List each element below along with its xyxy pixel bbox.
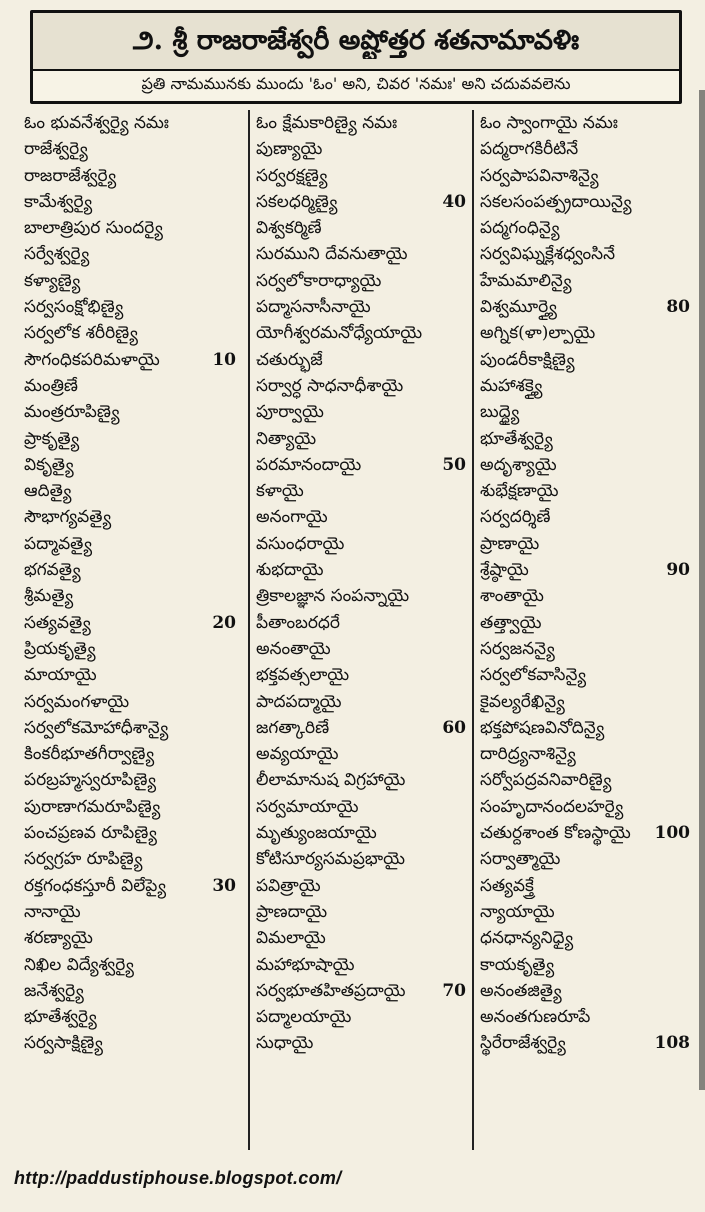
- name-text: పరమానందాయై: [256, 454, 362, 475]
- name-text: సర్వదర్శిణే: [480, 507, 551, 528]
- name-row: [474, 531, 700, 557]
- name-text: సర్వమాయాయై: [256, 796, 359, 817]
- name-text: ఓం క్షేమకారిణ్యై నమః: [256, 113, 398, 133]
- count-marker: 108: [654, 1033, 690, 1054]
- name-row: [250, 557, 476, 583]
- name-row: [250, 268, 476, 294]
- name-text: సౌభాగ్యవత్యై: [24, 507, 112, 528]
- name-row: [250, 110, 476, 136]
- name-text: శరణ్యాయై: [24, 928, 93, 949]
- name-text: సర్వగ్రహ రూపిణ్యై: [24, 849, 143, 870]
- name-text: మహాశక్త్యై: [480, 375, 543, 396]
- count-marker: 20: [212, 612, 236, 633]
- names-column-1: [20, 110, 246, 1150]
- count-marker: 80: [666, 297, 690, 318]
- name-row: [20, 952, 246, 978]
- name-text: మహాభూషాయై: [256, 954, 355, 975]
- name-row: [250, 347, 476, 373]
- name-row: [474, 504, 700, 530]
- name-row: [250, 399, 476, 425]
- name-row: [250, 241, 476, 267]
- name-row: [250, 689, 476, 715]
- name-text: విమలాయై: [256, 928, 326, 949]
- name-row: [474, 899, 700, 925]
- name-row: [474, 610, 700, 636]
- page-edge-shadow: [699, 90, 705, 1090]
- name-row: [20, 873, 246, 899]
- name-text: శ్రేష్ఠాయై: [480, 560, 529, 581]
- name-row: [20, 662, 246, 688]
- name-row: [474, 163, 700, 189]
- name-row: [250, 610, 476, 636]
- name-text: శుభేక్షణాయై: [480, 481, 559, 502]
- name-row: [474, 583, 700, 609]
- name-text: స్థిరేరాజేశ్వర్యై: [480, 1033, 566, 1054]
- name-row: [474, 268, 700, 294]
- name-row: [250, 320, 476, 346]
- name-text: విశ్వమూర్త్యై: [480, 297, 557, 318]
- name-row: [474, 978, 700, 1004]
- name-text: కాయకృత్యై: [480, 954, 555, 975]
- header-box: [30, 10, 682, 104]
- name-row: [250, 952, 476, 978]
- name-row: [20, 899, 246, 925]
- name-row: [250, 925, 476, 951]
- name-text: అనంగాయై: [256, 507, 328, 528]
- count-marker: 30: [212, 875, 236, 896]
- name-row: [474, 452, 700, 478]
- name-text: సకలధర్మిణ్యై: [256, 191, 338, 212]
- name-text: ఓం స్వాంగాయై నమః: [480, 113, 618, 133]
- name-row: [474, 294, 700, 320]
- name-row: [250, 452, 476, 478]
- name-text: ప్రాణాయై: [480, 533, 540, 554]
- name-row: [250, 1004, 476, 1030]
- name-text: సురముని దేవనుతాయై: [256, 244, 408, 265]
- name-row: [474, 136, 700, 162]
- name-row: [474, 662, 700, 688]
- name-row: [250, 189, 476, 215]
- name-row: [20, 452, 246, 478]
- count-marker: 50: [442, 454, 466, 475]
- name-text: సర్వవిఘ్నక్లేశధ్వంసినే: [480, 244, 616, 265]
- name-text: సకలసంపత్ప్రదాయిన్యై: [480, 191, 632, 212]
- name-text: దారిద్ర్యనాశిన్యై: [480, 744, 576, 765]
- name-row: [474, 557, 700, 583]
- name-text: చతుర్భుజే: [256, 349, 323, 370]
- count-marker: 40: [442, 191, 466, 212]
- name-row: [20, 741, 246, 767]
- name-row: [20, 531, 246, 557]
- name-row: [250, 820, 476, 846]
- name-text: వికృత్యై: [24, 454, 74, 475]
- blog-url: http://paddustiphouse.blogspot.com/: [14, 1168, 342, 1188]
- name-text: సర్వపాపవినాశిన్యై: [480, 165, 599, 186]
- page-title: ౨. శ్రీ రాజరాజేశ్వరీ అష్టోత్తర శతనామావళిః: [132, 25, 580, 56]
- name-row: [20, 636, 246, 662]
- name-text: శ్రీమత్యై: [24, 586, 74, 607]
- name-row: [20, 610, 246, 636]
- name-row: [20, 189, 246, 215]
- name-row: [250, 741, 476, 767]
- name-text: సర్వజనన్యై: [480, 638, 555, 659]
- name-text: వసుంధరాయై: [256, 533, 345, 554]
- name-text: పద్మాసనాసీనాయై: [256, 297, 371, 318]
- name-text: భక్తవత్సలాయై: [256, 665, 350, 686]
- name-text: సర్వలోకమోహాధీశాన్యై: [24, 717, 169, 738]
- name-row: [474, 1030, 700, 1056]
- name-row: [474, 767, 700, 793]
- name-row: [474, 189, 700, 215]
- name-row: [20, 136, 246, 162]
- name-text: రక్తగంధకస్తూరీ విలేప్యై: [24, 875, 167, 896]
- name-text: శుభదాయై: [256, 560, 324, 581]
- name-text: హేమమాలిన్యై: [480, 270, 572, 291]
- name-text: కోటిసూర్యసమప్రభాయై: [256, 849, 405, 870]
- name-text: పీతాంబరధరే: [256, 612, 341, 633]
- name-text: తత్త్వాయై: [480, 612, 542, 633]
- count-marker: 10: [212, 349, 236, 370]
- name-text: ప్రియకృత్యై: [24, 638, 96, 659]
- name-row: [250, 215, 476, 241]
- name-row: [474, 925, 700, 951]
- name-text: జగత్కారిణే: [256, 717, 330, 738]
- name-text: సర్వసాక్షిణ్యై: [24, 1033, 103, 1054]
- name-text: అనంతాయై: [256, 638, 331, 659]
- name-row: [20, 1030, 246, 1056]
- name-row: [20, 689, 246, 715]
- name-text: సర్వరక్షణ్యై: [256, 165, 328, 186]
- name-row: [20, 715, 246, 741]
- name-row: [20, 294, 246, 320]
- name-text: శాంతాయై: [480, 586, 544, 607]
- name-text: అగ్నిక(ళా)ల్పాయై: [480, 323, 596, 344]
- name-row: [474, 215, 700, 241]
- name-row: [474, 110, 700, 136]
- name-text: ఓం భువనేశ్వర్యై నమః: [24, 113, 169, 133]
- name-row: [250, 426, 476, 452]
- name-text: సర్వాత్మాయై: [480, 849, 561, 870]
- name-text: జనేశ్వర్యై: [24, 980, 84, 1001]
- name-row: [474, 320, 700, 346]
- name-row: [250, 662, 476, 688]
- name-row: [20, 373, 246, 399]
- name-row: [474, 373, 700, 399]
- name-text: బుద్ధ్యై: [480, 402, 520, 423]
- name-row: [250, 373, 476, 399]
- name-row: [20, 925, 246, 951]
- name-row: [250, 715, 476, 741]
- name-text: మంత్రరూపిణ్యై: [24, 402, 120, 423]
- name-row: [474, 873, 700, 899]
- name-text: పద్మరాగకిరీటినే: [480, 139, 579, 160]
- name-row: [474, 952, 700, 978]
- name-text: సుధాయై: [256, 1033, 314, 1054]
- name-text: కైవల్యరేఖిన్యై: [480, 691, 565, 712]
- name-text: ఆదిత్యై: [24, 481, 72, 502]
- name-text: సర్వార్ధ సాధనాధీశాయై: [256, 375, 404, 396]
- name-row: [250, 1030, 476, 1056]
- name-text: రాజరాజేశ్వర్యై: [24, 165, 117, 186]
- name-row: [250, 767, 476, 793]
- name-row: [20, 504, 246, 530]
- name-row: [20, 426, 246, 452]
- name-text: పంచప్రణవ రూపిణ్యై: [24, 823, 157, 844]
- name-row: [20, 1004, 246, 1030]
- name-row: [474, 241, 700, 267]
- name-text: సర్వలోకవాసిన్యై: [480, 665, 587, 686]
- name-text: సర్వోపద్రవనివారిణ్యై: [480, 770, 612, 791]
- name-text: రాజేశ్వర్యై: [24, 139, 88, 160]
- name-row: [20, 320, 246, 346]
- name-text: నానాయై: [24, 901, 81, 922]
- name-text: భగవత్యై: [24, 560, 81, 581]
- name-row: [250, 899, 476, 925]
- name-row: [20, 767, 246, 793]
- name-row: [474, 846, 700, 872]
- name-row: [250, 531, 476, 557]
- name-row: [20, 978, 246, 1004]
- name-row: [20, 268, 246, 294]
- name-text: చతుర్దశాంత కోణస్థాయై: [480, 823, 631, 844]
- name-text: సర్వసంక్షోభిణ్యై: [24, 297, 124, 318]
- name-row: [20, 794, 246, 820]
- names-grid: [20, 110, 700, 1150]
- name-row: [20, 347, 246, 373]
- name-text: సంహృదానందలహర్యై: [480, 796, 624, 817]
- name-row: [20, 820, 246, 846]
- name-text: కింకరీభూతగీర్వాణ్యై: [24, 744, 155, 765]
- name-text: కళ్యాణ్యై: [24, 270, 81, 291]
- name-text: అనంతజిత్యై: [480, 980, 562, 1001]
- names-column-2: [248, 110, 476, 1150]
- name-text: యోగీశ్వరమనోధ్యేయాయై: [256, 323, 423, 344]
- name-text: సత్యవత్యై: [24, 612, 91, 633]
- name-row: [474, 399, 700, 425]
- name-text: భూతేశ్వర్యై: [24, 1007, 97, 1028]
- name-row: [20, 241, 246, 267]
- name-text: కామేశ్వర్యై: [24, 191, 93, 212]
- name-row: [250, 136, 476, 162]
- name-text: త్రికాలజ్ఞాన సంపన్నాయై: [256, 586, 410, 607]
- name-text: సత్యవక్త్రే: [480, 875, 534, 896]
- name-text: అవ్యయాయై: [256, 744, 339, 765]
- name-text: ప్రాణదాయై: [256, 901, 328, 922]
- name-row: [20, 399, 246, 425]
- name-row: [474, 820, 700, 846]
- name-row: [20, 583, 246, 609]
- name-row: [250, 873, 476, 899]
- name-text: సర్వలోకారాధ్యాయై: [256, 270, 382, 291]
- name-row: [474, 478, 700, 504]
- name-text: భూతేశ్వర్యై: [480, 428, 553, 449]
- name-row: [474, 689, 700, 715]
- name-row: [474, 347, 700, 373]
- name-text: పుండరీకాక్షిణ్యై: [480, 349, 575, 370]
- count-marker: 90: [666, 560, 690, 581]
- name-row: [20, 110, 246, 136]
- name-row: [474, 1004, 700, 1030]
- name-text: అనంతగుణరూపే: [480, 1007, 591, 1028]
- name-row: [250, 978, 476, 1004]
- name-row: [20, 215, 246, 241]
- name-text: బాలాత్రిపుర సుందర్యై: [24, 218, 163, 239]
- name-text: భక్తపోషణవినోదిన్యై: [480, 717, 605, 738]
- name-row: [20, 163, 246, 189]
- name-text: అదృశ్యాయై: [480, 454, 557, 475]
- name-text: పుణ్యాయై: [256, 139, 323, 160]
- name-row: [474, 794, 700, 820]
- name-text: పాదపద్మాయై: [256, 691, 342, 712]
- name-row: [250, 794, 476, 820]
- count-marker: 70: [442, 980, 466, 1001]
- name-text: సర్వేశ్వర్యై: [24, 244, 90, 265]
- name-text: సర్వమంగళాయై: [24, 691, 130, 712]
- count-marker: 100: [654, 823, 690, 844]
- name-row: [474, 426, 700, 452]
- name-row: [250, 583, 476, 609]
- name-row: [20, 846, 246, 872]
- name-text: మంత్రిణే: [24, 375, 78, 396]
- name-row: [250, 294, 476, 320]
- name-row: [250, 504, 476, 530]
- name-row: [20, 557, 246, 583]
- name-text: విశ్వకర్మిణే: [256, 218, 322, 239]
- name-text: పవిత్రాయై: [256, 875, 321, 896]
- name-row: [250, 478, 476, 504]
- names-column-3: [472, 110, 700, 1150]
- name-text: పద్మాలయాయై: [256, 1007, 352, 1028]
- name-text: నిఖిల విద్యేశ్వర్యై: [24, 954, 134, 975]
- name-text: పురాణాగమరూపిణ్యై: [24, 796, 161, 817]
- name-row: [474, 741, 700, 767]
- name-text: లీలామానుష విగ్రహాయై: [256, 770, 406, 791]
- name-text: ప్రాకృత్యై: [24, 428, 80, 449]
- title-bar: [33, 13, 679, 71]
- name-text: సౌగంధికపరిమళాయై: [24, 349, 160, 370]
- name-text: కళాయై: [256, 481, 304, 502]
- name-text: పూర్వాయై: [256, 402, 324, 423]
- name-text: నిత్యాయై: [256, 428, 317, 449]
- name-text: పద్మావత్యై: [24, 533, 93, 554]
- name-row: [20, 478, 246, 504]
- name-text: పరబ్రహ్మస్వరూపిణ్యై: [24, 770, 157, 791]
- name-text: ధనధాన్యనిధ్యై: [480, 928, 574, 949]
- instruction-note: ప్రతి నామమునకు ముందు 'ఓం' అని, చివర 'నమః' అని చదువవలెను: [141, 74, 571, 93]
- count-marker: 60: [442, 717, 466, 738]
- name-text: సర్వలోక శరీరిణ్యై: [24, 323, 138, 344]
- name-text: న్యాయాయై: [480, 901, 555, 922]
- name-row: [474, 715, 700, 741]
- name-row: [250, 846, 476, 872]
- name-row: [474, 636, 700, 662]
- name-text: పద్మగంధిన్యై: [480, 218, 560, 239]
- name-text: సర్వభూతహితప్రదాయై: [256, 980, 406, 1001]
- name-text: మృత్యుంజయాయై: [256, 823, 377, 844]
- name-text: మాయాయై: [24, 665, 97, 686]
- name-row: [250, 636, 476, 662]
- name-row: [250, 163, 476, 189]
